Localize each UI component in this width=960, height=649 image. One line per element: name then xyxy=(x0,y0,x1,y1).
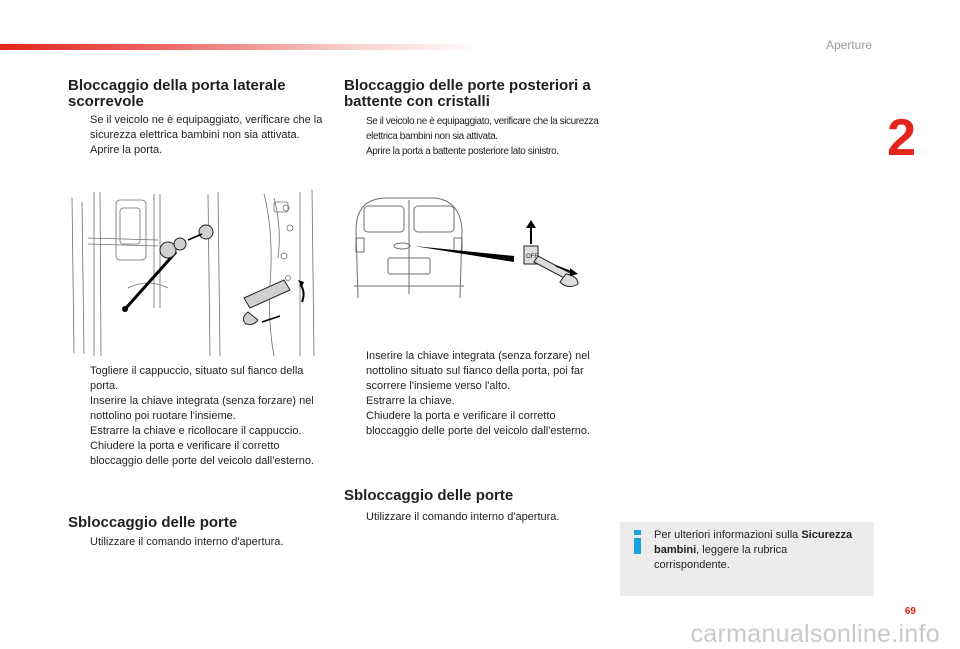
list-item: Inserire la chiave integrata (senza forzare) nel nottolino poi ruotare l'insieme. xyxy=(90,395,314,422)
right-steps-list xyxy=(344,349,604,439)
info-box xyxy=(620,522,874,596)
watermark: carmanualsonline.info xyxy=(690,620,940,648)
left-steps-list xyxy=(68,364,328,469)
sliding-door-lock-illustration xyxy=(68,188,324,358)
left-intro-list-block xyxy=(68,113,328,158)
header-accent-bar xyxy=(0,44,480,50)
chapter-number: 2 xyxy=(887,109,916,167)
list-item: Estrarre la chiave. xyxy=(366,395,455,407)
right-column-title-block xyxy=(344,78,604,110)
left-intro-list xyxy=(68,113,328,158)
left-unlock-list xyxy=(68,535,328,550)
list-item: Utilizzare il comando interno d'apertura. xyxy=(90,536,284,548)
right-intro-list-block xyxy=(344,114,604,159)
left-unlock-title-block xyxy=(68,515,328,531)
rear-doors-lock-illustration xyxy=(344,190,604,300)
left-unlock-block xyxy=(68,535,328,550)
list-item: Chiudere la porta e verificare il corretto bloccaggio delle porte del veicolo dall'esterno. xyxy=(366,410,591,437)
right-unlock-title-block xyxy=(344,488,604,504)
list-item: Se il veicolo ne è equipaggiato, verificare che la sicurezza elettrica bambini non sia attivata. xyxy=(90,114,323,141)
right-steps-block xyxy=(344,349,604,439)
list-item: Se il veicolo ne è equipaggiato, verificare che la sicurezza elettrica bambini non sia attivata. xyxy=(366,116,599,142)
info-link-text: Sicurezza bambini xyxy=(654,529,853,556)
off-label: OFF xyxy=(526,254,538,260)
right-unlock-list xyxy=(344,510,604,525)
left-steps-block xyxy=(68,364,328,469)
right-unlock-title: Sbloccaggio delle porte xyxy=(344,487,514,504)
left-unlock-title: Sbloccaggio delle porte xyxy=(68,514,238,531)
list-item: Aprire la porta a battente posteriore lato sinistro. xyxy=(366,146,559,157)
section-title: Aperture xyxy=(825,38,872,52)
left-column-title-block xyxy=(68,78,328,110)
right-unlock-block xyxy=(344,510,604,525)
list-item: Aprire la porta. xyxy=(90,144,163,156)
right-column-title: Bloccaggio delle porte posteriori a battente con cristalli xyxy=(344,77,591,110)
right-intro-list xyxy=(344,114,604,159)
info-text: Per ulteriori informazioni sulla Sicurezza bambini, leggere la rubrica corrispondente. xyxy=(654,529,853,571)
list-item: Utilizzare il comando interno d'apertura. xyxy=(366,511,560,523)
list-item: Chiudere la porta e verificare il corretto bloccaggio delle porte del veicolo dall'esterno. xyxy=(90,440,315,467)
info-icon xyxy=(632,530,642,558)
list-item: Estrarre la chiave e ricollocare il cappuccio. xyxy=(90,425,302,437)
list-item: Inserire la chiave integrata (senza forzare) nel nottolino situato sul fianco della porta, poi far scorrere l'insieme verso l'alto. xyxy=(366,350,590,392)
list-item: Togliere il cappuccio, situato sul fianco della porta. xyxy=(90,365,304,392)
left-column-title: Bloccaggio della porta laterale scorrevole xyxy=(68,77,286,110)
page-number: 69 xyxy=(904,606,916,617)
